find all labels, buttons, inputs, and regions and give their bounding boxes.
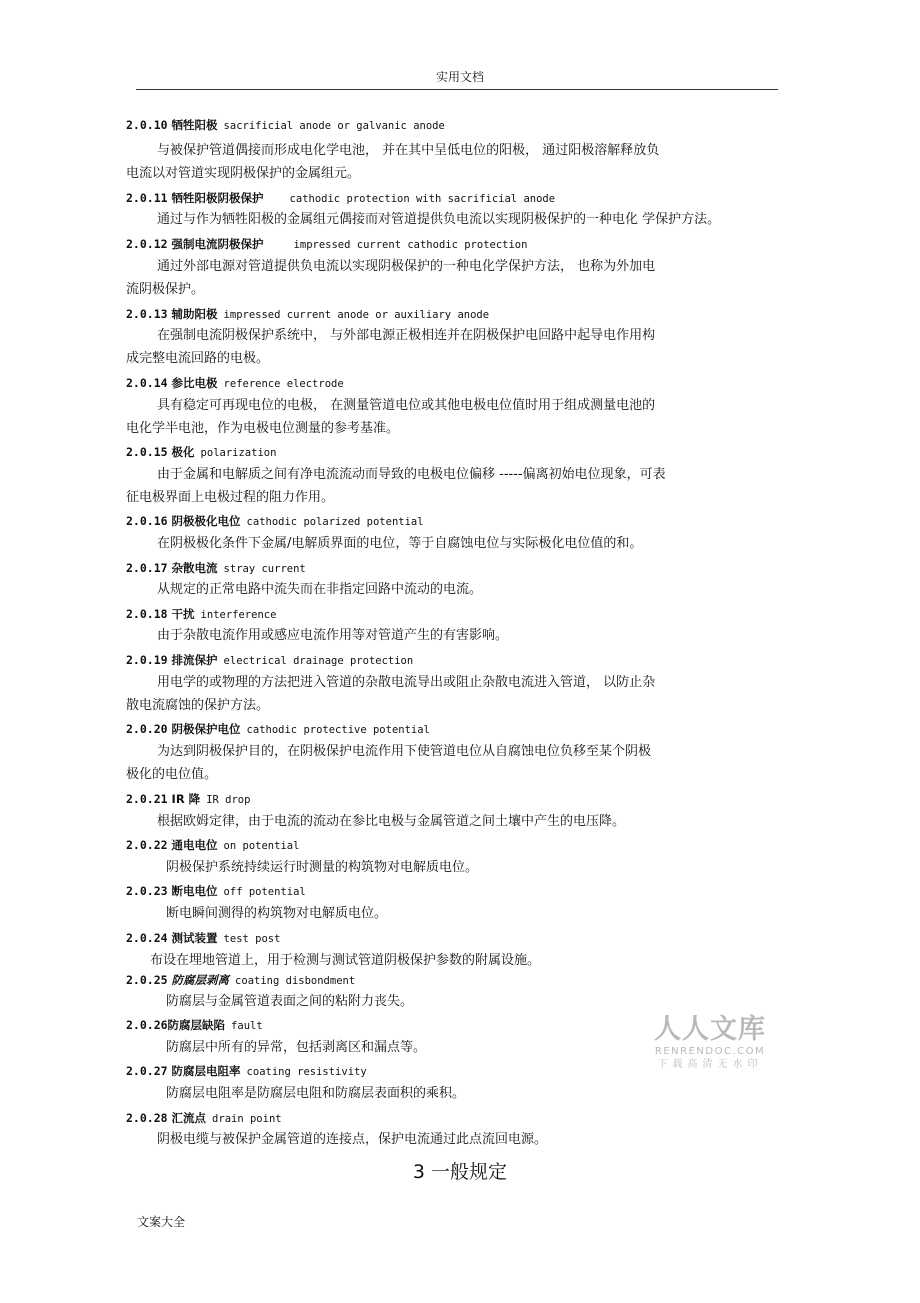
section-title: 3 一般规定	[412, 1161, 508, 1183]
term-number: 2.0.11	[126, 191, 168, 205]
term-definition: 与被保护管道偶接而形成电化学电池， 并在其中呈低电位的阳极， 通过阳极溶解释放负	[157, 143, 660, 158]
term-definition: 通过外部电源对管道提供负电流以实现阴极保护的一种电化学保护方法， 也称为外加电	[157, 259, 656, 274]
term-english: coating disbondment	[235, 975, 356, 987]
term-chinese: 测试装置	[171, 931, 218, 945]
term-definition-cont: 散电流腐蚀的保护方法。	[126, 698, 270, 713]
term-heading	[126, 720, 430, 739]
term-chinese: 汇流点	[171, 1111, 207, 1125]
term-english: cathodic polarized potential	[246, 516, 424, 528]
term-number: 2.0.19	[126, 653, 168, 667]
term-number: 2.0.26	[126, 1018, 168, 1032]
term-chinese: 牺牲阳极	[171, 118, 218, 132]
term-english: sacrificial anode or galvanic anode	[223, 120, 445, 132]
term-english: impressed current anode or auxiliary anode	[223, 309, 490, 321]
term-chinese: 牺牲阳极阴极保护	[171, 191, 264, 205]
term-heading	[126, 790, 250, 809]
term-chinese: 干扰	[171, 607, 195, 621]
term-number: 2.0.12	[126, 237, 168, 251]
term-english: cathodic protective potential	[246, 724, 430, 736]
term-english: polarization	[200, 447, 277, 459]
watermark-logo	[648, 1015, 772, 1072]
term-chinese: 阴极极化电位	[171, 514, 241, 528]
term-number: 2.0.28	[126, 1111, 168, 1125]
term-english: interference	[200, 609, 277, 621]
term-english: cathodic protection with sacrificial anode	[289, 193, 556, 205]
term-chinese: 防腐层电阻率	[171, 1064, 241, 1078]
term-heading	[126, 374, 344, 393]
term-heading	[126, 116, 445, 135]
term-chinese: 极化	[171, 445, 195, 459]
term-chinese: 参比电极	[171, 376, 218, 390]
header-rule	[136, 89, 778, 90]
term-chinese: 防腐层剥离	[171, 973, 230, 987]
term-number: 2.0.10	[126, 118, 168, 132]
term-number: 2.0.24	[126, 931, 168, 945]
term-chinese: 阴极保护电位	[171, 722, 241, 736]
term-heading	[126, 305, 489, 324]
term-chinese: 防腐层缺陷	[167, 1018, 226, 1032]
term-number: 2.0.21	[126, 792, 168, 806]
term-chinese: 强制电流阴极保护	[171, 237, 264, 251]
term-english: IR drop	[206, 794, 251, 806]
term-chinese: 断电电位	[171, 884, 218, 898]
term-heading	[126, 929, 280, 948]
term-definition: 防腐层电阻率是防腐层电阻和防腐层表面积的乘积。	[166, 1086, 466, 1101]
term-english: electrical drainage protection	[223, 655, 414, 667]
term-heading	[126, 559, 306, 578]
term-heading	[126, 235, 527, 254]
term-definition: 断电瞬间测得的构筑物对电解质电位。	[166, 906, 388, 921]
term-chinese: IR 降	[171, 792, 201, 806]
term-heading	[126, 1109, 282, 1128]
term-english: reference electrode	[223, 378, 344, 390]
term-definition: 在强制电流阴极保护系统中， 与外部电源正极相连并在阴极保护电回路中起导电作用构	[157, 328, 656, 343]
term-number: 2.0.20	[126, 722, 168, 736]
term-definition: 由于金属和电解质之间有净电流流动而导致的电极电位偏移 -----偏离初始电位现象，可表	[157, 467, 666, 482]
page-header: 实用文档	[435, 70, 484, 84]
watermark-subtext: 下载高清无水印	[657, 1059, 763, 1070]
term-definition: 为达到阴极保护目的，在阴极保护电流作用下使管道电位从自腐蚀电位负移至某个阴极	[157, 744, 652, 759]
term-heading	[126, 882, 306, 901]
term-heading	[126, 512, 424, 531]
term-chinese: 排流保护	[171, 653, 218, 667]
term-english: test post	[223, 933, 281, 945]
term-definition: 防腐层与金属管道表面之间的粘附力丧失。	[166, 994, 414, 1009]
term-heading	[126, 836, 299, 855]
term-definition: 根据欧姆定律，由于电流的流动在参比电极与金属管道之间土壤中产生的电压降。	[157, 814, 626, 829]
term-number: 2.0.23	[126, 884, 168, 898]
term-number: 2.0.13	[126, 307, 168, 321]
term-heading	[126, 651, 413, 670]
term-english: stray current	[223, 563, 306, 575]
term-heading	[126, 1016, 263, 1035]
term-definition-cont: 流阴极保护。	[126, 282, 205, 297]
term-definition-cont: 电化学半电池，作为电极电位测量的参考基准。	[126, 421, 400, 436]
watermark-url: RENRENDOC.COM	[654, 1046, 766, 1057]
term-english: on potential	[223, 840, 300, 852]
term-definition: 在阴极极化条件下金属/电解质界面的电位，等于自腐蚀电位与实际极化电位值的和。	[157, 536, 643, 551]
term-heading	[126, 443, 276, 462]
term-definition: 阴极电缆与被保护金属管道的连接点，保护电流通过此点流回电源。	[157, 1132, 548, 1147]
term-english: coating resistivity	[246, 1066, 367, 1078]
term-definition-cont: 成完整电流回路的电极。	[126, 351, 270, 366]
term-chinese: 杂散电流	[171, 561, 218, 575]
term-definition: 由于杂散电流作用或感应电流作用等对管道产生的有害影响。	[157, 628, 509, 643]
term-number: 2.0.16	[126, 514, 168, 528]
term-english: off potential	[223, 886, 306, 898]
term-english: impressed current cathodic protection	[293, 239, 528, 251]
term-heading	[126, 971, 355, 990]
term-number: 2.0.18	[126, 607, 168, 621]
term-heading	[126, 189, 555, 208]
term-definition: 布设在埋地管道上，用于检测与测试管道阴极保护参数的附属设施。	[150, 953, 541, 968]
term-number: 2.0.25	[126, 973, 168, 987]
term-definition: 从规定的正常电路中流失而在非指定回路中流动的电流。	[157, 582, 483, 597]
term-definition-cont: 征电极界面上电极过程的阻力作用。	[126, 490, 335, 505]
term-chinese: 通电电位	[171, 838, 218, 852]
term-definition: 用电学的或物理的方法把进入管道的杂散电流导出或阻止杂散电流进入管道， 以防止杂	[157, 675, 656, 690]
watermark-main-text: 人人文库	[654, 1014, 766, 1045]
page-footer: 文案大全	[137, 1215, 186, 1229]
term-number: 2.0.15	[126, 445, 168, 459]
term-definition-cont: 电流以对管道实现阴极保护的金属组元。	[126, 166, 361, 181]
term-number: 2.0.14	[126, 376, 168, 390]
term-number: 2.0.22	[126, 838, 168, 852]
term-heading	[126, 1062, 367, 1081]
term-definition: 通过与作为牺牲阳极的金属组元偶接而对管道提供负电流以实现阴极保护的一种电化 学保护方法。	[157, 212, 721, 227]
term-english: fault	[231, 1020, 263, 1032]
term-number: 2.0.27	[126, 1064, 168, 1078]
term-definition: 具有稳定可再现电位的电极， 在测量管道电位或其他电极电位值时用于组成测量电池的	[157, 398, 656, 413]
term-english: drain point	[212, 1113, 282, 1125]
term-heading	[126, 605, 276, 624]
term-definition: 阴极保护系统持续运行时测量的构筑物对电解质电位。	[166, 860, 479, 875]
term-chinese: 辅助阳极	[171, 307, 218, 321]
term-number: 2.0.17	[126, 561, 168, 575]
term-definition: 防腐层中所有的异常，包括剥离区和漏点等。	[166, 1040, 427, 1055]
term-definition-cont: 极化的电位值。	[126, 767, 218, 782]
